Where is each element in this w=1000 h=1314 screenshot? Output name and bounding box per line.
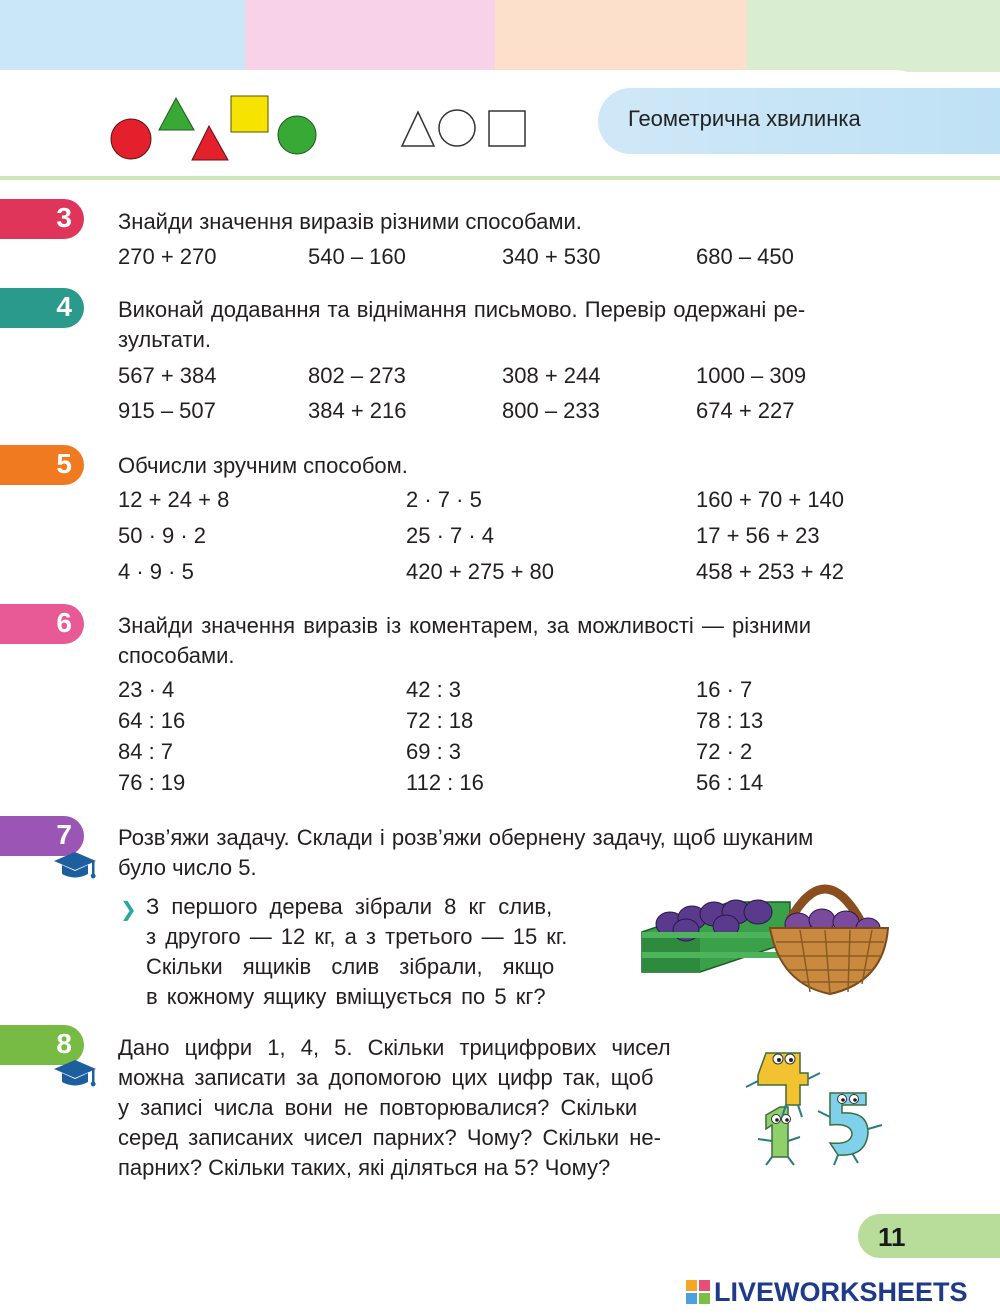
header-strip-blue — [0, 0, 245, 72]
task-4-expression: 800 – 233 — [502, 398, 600, 423]
task-6-expression: 69 : 3 — [406, 739, 462, 764]
task-6-expression: 84 : 7 — [118, 739, 174, 764]
task-6-expression: 16 · 7 — [696, 677, 753, 702]
task-6-prompt-line1: Знайди значення виразів із коментарем, за можливості — різними — [118, 613, 812, 638]
cartoon-digits-illustration — [742, 1045, 890, 1169]
task-5-expression: 420 + 275 + 80 — [406, 559, 555, 584]
task-6-expression: 76 : 19 — [118, 770, 186, 795]
section-label-text: Геометрична хвилинка — [628, 106, 861, 131]
task-8-text-line: серед записаних чисел парних? Чому? Скільки не- — [118, 1125, 661, 1150]
task-5-expression: 160 + 70 + 140 — [696, 487, 845, 512]
bullet-arrow-icon: ❯ — [120, 899, 137, 921]
section-label — [598, 88, 1000, 154]
outline-shapes-illustration — [400, 106, 530, 150]
task-4-expression: 384 + 216 — [308, 398, 407, 423]
task-8-number: 8 — [56, 1028, 72, 1059]
task-4-expression: 308 + 244 — [502, 363, 601, 388]
green-triangle-shape — [159, 98, 194, 130]
task-8-text-line: парних? Скільки таких, які діляться на 5? Чому? — [118, 1155, 611, 1180]
task-6-prompt-line2: способами. — [118, 643, 235, 668]
task-5-number: 5 — [56, 448, 72, 479]
task-4-prompt-line2: зультати. — [118, 327, 211, 352]
task-6-expression: 56 : 14 — [696, 770, 764, 795]
task-3-expression: 340 + 530 — [502, 244, 601, 269]
task-3-prompt: Знайди значення виразів різними способами. — [118, 209, 582, 234]
task-4-expression: 567 + 384 — [118, 363, 217, 388]
outline-square-shape — [489, 111, 525, 146]
task-4-expression: 674 + 227 — [696, 398, 795, 423]
graduation-cap-icon — [52, 1058, 98, 1092]
header-strip-pink — [245, 0, 495, 72]
task-4-number-tab — [0, 288, 84, 328]
red-circle-shape — [111, 119, 151, 159]
task-6-expression: 64 : 16 — [118, 708, 186, 733]
task-7-problem-line: в кожному ящику вміщується по 5 кг? — [146, 984, 546, 1009]
task-6-number: 6 — [56, 607, 72, 638]
task-7-prompt-line2: було число 5. — [118, 855, 257, 880]
green-circle-shape — [278, 116, 316, 154]
task-4-expression: 1000 – 309 — [696, 363, 807, 388]
task-5-number-tab — [0, 445, 84, 485]
task-5-expression: 2 · 7 · 5 — [406, 487, 482, 512]
task-5-expression: 4 · 9 · 5 — [118, 559, 194, 584]
task-4-number: 4 — [56, 291, 72, 322]
plums-basket-illustration — [640, 872, 892, 998]
task-3-expression: 680 – 450 — [696, 244, 794, 269]
task-5-prompt: Обчисли зручним способом. — [118, 453, 408, 478]
task-5-expression: 50 · 9 · 2 — [118, 523, 207, 548]
task-7-problem-line: З першого дерева зібрали 8 кг слив, — [146, 894, 553, 919]
header-divider — [0, 176, 1000, 180]
task-7-problem-line: з другого — 12 кг, а з третього — 15 кг. — [146, 924, 568, 949]
outline-circle-shape — [439, 110, 475, 146]
red-triangle-shape — [192, 126, 228, 160]
task-4-expression: 915 – 507 — [118, 398, 216, 423]
header-strip-green — [747, 0, 1000, 72]
task-6-expression: 72 · 2 — [696, 739, 753, 764]
yellow-square-shape — [231, 96, 268, 132]
task-6-number-tab — [0, 604, 84, 644]
shapes-sequence-illustration — [104, 92, 324, 164]
task-3-expression: 540 – 160 — [308, 244, 406, 269]
page-number: 11 — [878, 1222, 906, 1252]
task-6-expression: 42 : 3 — [406, 677, 462, 702]
task-7-prompt-line1: Розв’яжи задачу. Склади і розв’яжи обернену задачу, щоб шуканим — [118, 825, 814, 850]
outline-triangle-shape — [402, 112, 434, 146]
task-7-problem-line: Скільки ящиків слив зібрали, якщо — [146, 954, 555, 979]
task-5-expression: 12 + 24 + 8 — [118, 487, 230, 512]
task-6-expression: 23 · 4 — [118, 677, 175, 702]
task-5-expression: 17 + 56 + 23 — [696, 523, 820, 548]
task-3-number-tab — [0, 199, 84, 239]
task-3-number: 3 — [56, 202, 72, 233]
graduation-cap-icon — [52, 850, 98, 884]
page-number-tab — [858, 1214, 1000, 1258]
task-8-text-line: у записі числа вони не повторювалися? Скільки — [118, 1095, 638, 1120]
task-5-expression: 25 · 7 · 4 — [406, 523, 495, 548]
task-6-expression: 112 : 16 — [406, 770, 484, 795]
task-8-text-line: можна записати за допомогою цих цифр так, щоб — [118, 1065, 654, 1090]
task-6-expression: 78 : 13 — [696, 708, 764, 733]
task-4-expression: 802 – 273 — [308, 363, 406, 388]
task-6-expression: 72 : 18 — [406, 708, 474, 733]
liveworksheets-brand[interactable]: LIVEWORKSHEETS — [714, 1277, 968, 1307]
task-5-expression: 458 + 253 + 42 — [696, 559, 845, 584]
header-strip-peach — [495, 0, 747, 72]
liveworksheets-logo-icon — [686, 1280, 710, 1304]
task-7-number: 7 — [56, 819, 72, 850]
task-4-prompt-line1: Виконай додавання та віднімання письмово. Перевір одержані ре- — [118, 297, 806, 322]
task-8-text-line: Дано цифри 1, 4, 5. Скільки трицифрових чисел — [118, 1035, 671, 1060]
task-3-expression: 270 + 270 — [118, 244, 217, 269]
